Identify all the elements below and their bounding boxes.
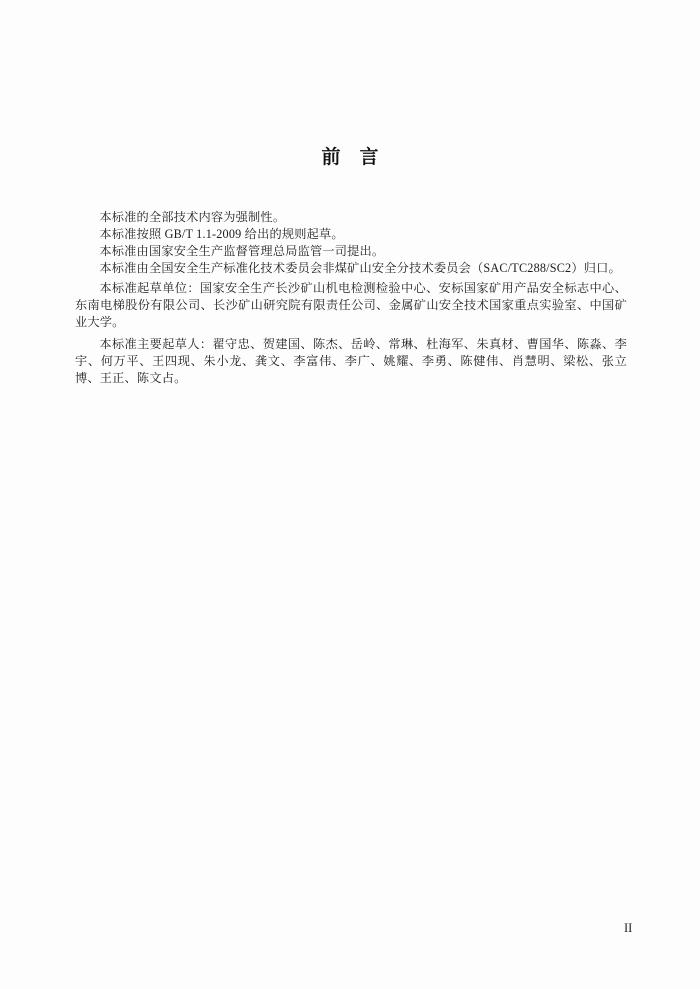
foreword-body — [75, 209, 627, 387]
paragraph-mandatory-note: 本标准的全部技术内容为强制性。 — [99, 210, 286, 224]
page-title: 前 言 — [321, 147, 379, 168]
paragraph-centralized-by: 本标准由全国安全生产标准化技术委员会非煤矿山安全分技术委员会（SAC/TC288/SC2）归口。 — [99, 261, 621, 275]
paragraph-proposer: 本标准由国家安全生产监督管理总局监管一司提出。 — [99, 244, 385, 258]
page-number: II — [624, 921, 633, 935]
paragraph-drafting-rule: 本标准按照 GB/T 1.1-2009 给出的规则起草。 — [99, 227, 344, 241]
paragraph-drafting-organizations: 本标准起草单位：国家安全生产长沙矿山机电检测检验中心、安标国家矿用产品安全标志中心、东南电梯股份有限公司、长沙矿山研究院有限责任公司、金属矿山安全技术国家重点实验室、中国矿业大学。 — [75, 281, 627, 329]
paragraph-main-drafters: 本标准主要起草人：翟守忠、贺建国、陈杰、岳岭、常琳、杜海军、朱真材、曹国华、陈淼、李宇、何万平、王四现、朱小龙、龚文、李富伟、李广、姚耀、李勇、陈健伟、肖慧明、梁松、张立博、王正、陈文占。 — [75, 337, 627, 385]
